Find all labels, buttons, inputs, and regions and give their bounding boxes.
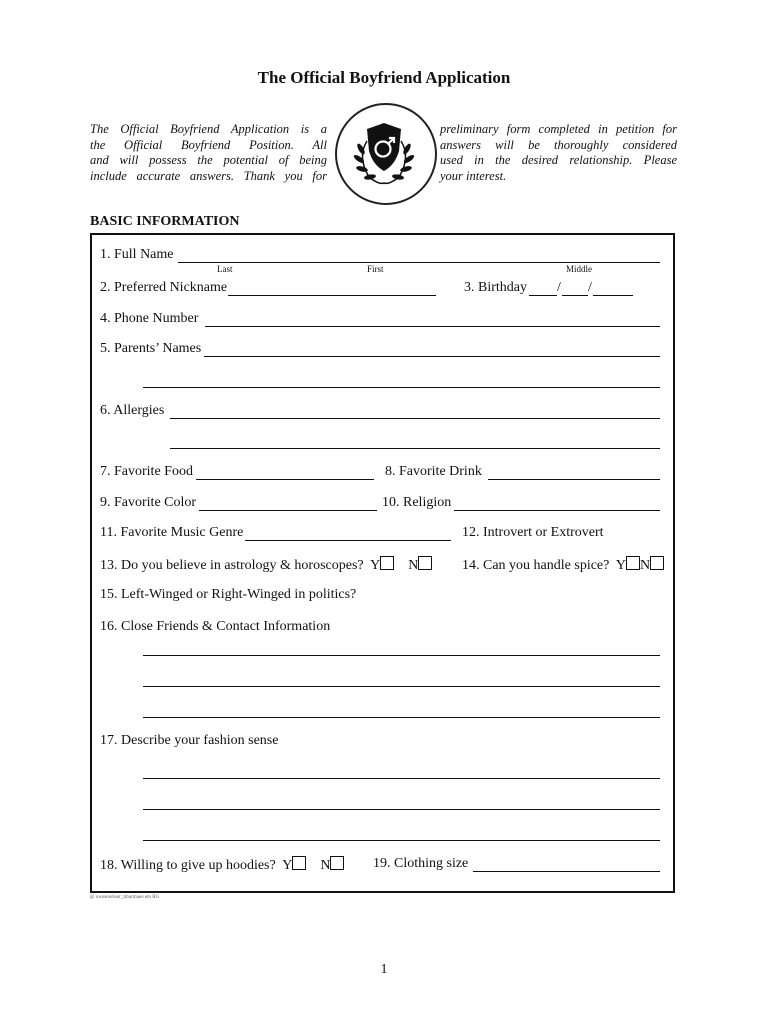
middle-name-caption: Middle xyxy=(566,264,592,274)
first-name-caption: First xyxy=(367,264,384,274)
hoodies-label: 18. Willing to give up hoodies? xyxy=(100,858,276,873)
favorite-drink-line[interactable] xyxy=(488,479,660,480)
close-friends-line[interactable] xyxy=(143,717,660,718)
yes-label: Y xyxy=(370,558,381,573)
favorite-food-line[interactable] xyxy=(196,479,374,480)
fashion-sense-label: 17. Describe your fashion sense xyxy=(100,733,279,748)
page-number: 1 xyxy=(380,962,388,977)
intro-text-right xyxy=(440,122,677,184)
no-label: N xyxy=(408,558,419,573)
favorite-color-line[interactable] xyxy=(199,510,377,511)
fashion-sense-line[interactable] xyxy=(143,809,660,810)
no-label: N xyxy=(639,558,651,573)
intro-line: include accurate answers. Thank you for xyxy=(90,168,327,183)
birthday-slash: / xyxy=(557,280,561,295)
favorite-color-label: 9. Favorite Color xyxy=(100,495,197,510)
birthday-label: 3. Birthday xyxy=(464,280,527,295)
spice-no-checkbox[interactable] xyxy=(650,556,664,570)
favorite-drink-label: 8. Favorite Drink xyxy=(385,464,482,479)
religion-line[interactable] xyxy=(454,510,660,511)
clothing-size-line[interactable] xyxy=(473,871,660,872)
intro-line: preliminary form completed in petition for xyxy=(440,122,677,136)
favorite-food-label: 7. Favorite Food xyxy=(100,464,193,479)
birthday-year-line[interactable] xyxy=(593,295,633,296)
allergies-line[interactable] xyxy=(170,448,660,449)
page-title: The Official Boyfriend Application xyxy=(257,68,511,87)
shield-laurel-icon xyxy=(337,105,431,199)
intro-text-left xyxy=(90,122,327,184)
intro-line: the Official Boyfriend Position. All xyxy=(90,137,327,152)
birthday-day-line[interactable] xyxy=(562,295,588,296)
credit-text: @ uwusoorieur_tmurmaeo em RG xyxy=(90,895,160,900)
close-friends-label: 16. Close Friends & Contact Information xyxy=(100,619,331,634)
intro-line: answers will be thoroughly considered xyxy=(440,137,677,152)
religion-label: 10. Religion xyxy=(382,495,452,510)
hoodies-no-checkbox[interactable] xyxy=(330,856,344,870)
no-label: N xyxy=(320,858,331,873)
fashion-sense-line[interactable] xyxy=(143,840,660,841)
intro-line: your interest. xyxy=(440,168,507,183)
fashion-sense-line[interactable] xyxy=(143,778,660,779)
parents-line[interactable] xyxy=(143,387,660,388)
intro-line: and will possess the potential of being xyxy=(90,153,327,167)
astrology-no-checkbox[interactable] xyxy=(418,556,432,570)
spice-yes-checkbox[interactable] xyxy=(626,556,640,570)
full-name-line[interactable] xyxy=(178,262,660,263)
nickname-line[interactable] xyxy=(228,295,436,296)
yes-label: Y xyxy=(282,858,293,873)
clothing-size-label: 19. Clothing size xyxy=(373,856,469,871)
music-genre-label: 11. Favorite Music Genre xyxy=(100,525,244,540)
birthday-month-line[interactable] xyxy=(529,295,557,296)
nickname-label: 2. Preferred Nickname xyxy=(100,280,228,295)
hoodies-yes-checkbox[interactable] xyxy=(292,856,306,870)
emblem-logo xyxy=(335,103,437,205)
astrology-yes-checkbox[interactable] xyxy=(380,556,394,570)
hoodies-question xyxy=(100,856,344,874)
parents-line[interactable] xyxy=(204,356,660,357)
astrology-label: 13. Do you believe in astrology & horoscopes? xyxy=(100,558,364,573)
phone-label: 4. Phone Number xyxy=(100,311,199,326)
music-genre-line[interactable] xyxy=(245,540,451,541)
intro-line: The Official Boyfriend Application is a xyxy=(90,122,327,136)
allergies-line[interactable] xyxy=(170,418,660,419)
section-title: BASIC INFORMATION xyxy=(90,214,240,229)
yes-label: Y xyxy=(615,558,626,573)
close-friends-line[interactable] xyxy=(143,686,660,687)
last-name-caption: Last xyxy=(217,264,233,274)
spice-label: 14. Can you handle spice? xyxy=(462,558,610,573)
introvert-extrovert-label: 12. Introvert or Extrovert xyxy=(462,525,604,540)
full-name-label: 1. Full Name xyxy=(100,247,174,262)
parents-label: 5. Parents’ Names xyxy=(100,341,202,356)
close-friends-line[interactable] xyxy=(143,655,660,656)
birthday-slash: / xyxy=(588,280,592,295)
phone-line[interactable] xyxy=(205,326,660,327)
allergies-label: 6. Allergies xyxy=(100,403,165,418)
spice-question xyxy=(462,556,664,574)
intro-line: used in the desired relationship. Please xyxy=(440,153,677,167)
politics-label: 15. Left-Winged or Right-Winged in politics? xyxy=(100,587,357,602)
astrology-question xyxy=(100,556,432,574)
